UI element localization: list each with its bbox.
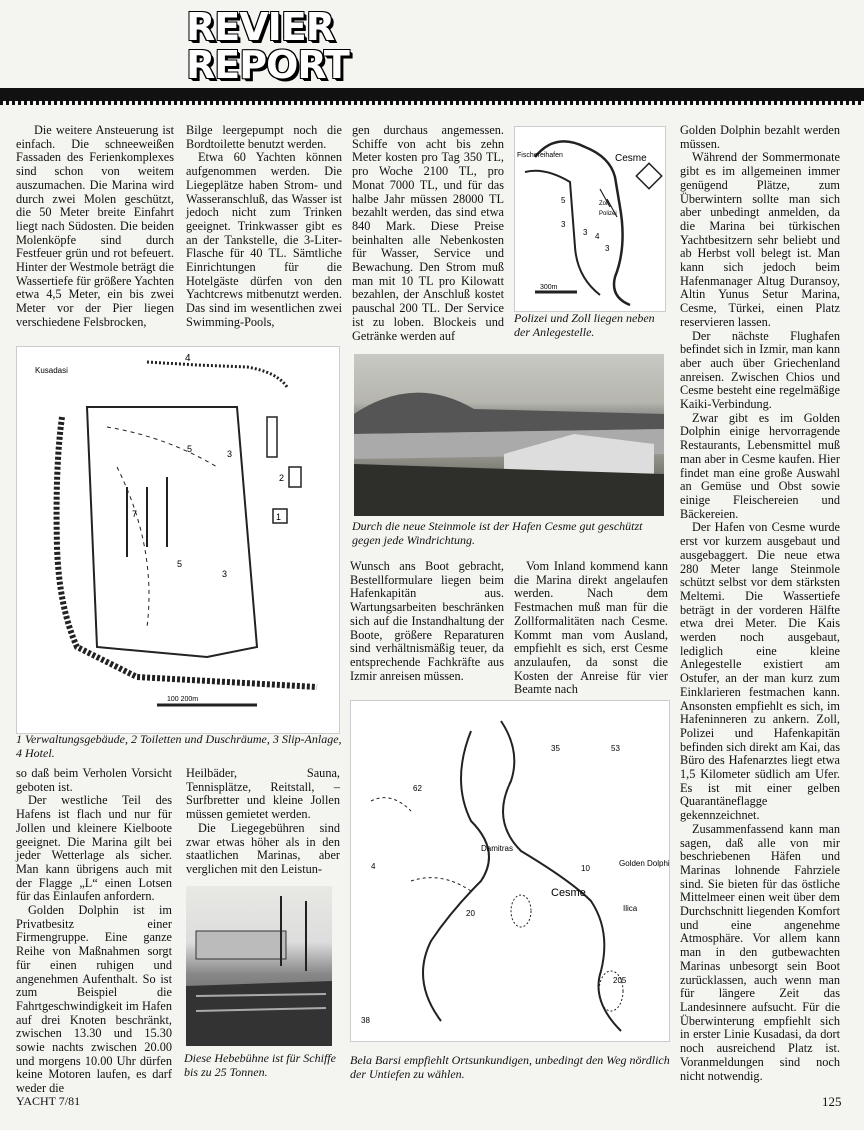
paragraph: Die Liegegebühren sind zwar etwas höher als in den staatlichen Marinas, aber verglichen mit den Leistun-	[186, 820, 340, 876]
masthead	[186, 5, 349, 87]
map-label-damitras: Damitras	[481, 844, 514, 853]
kusadasi-marina-map	[16, 346, 340, 734]
caption-kusadasi-map: 1 Verwaltungsgebäude, 2 Toiletten und Duschräume, 3 Slip-Anlage, 4 Hotel.	[16, 732, 342, 760]
masthead-line2: REPORT	[186, 43, 349, 87]
header-rule	[0, 88, 864, 102]
column-3-bottom	[350, 560, 504, 683]
map-label-golden-dolphin: Golden Dolphin	[619, 859, 669, 868]
map-label-scale: 300m	[540, 284, 558, 291]
map-depth: 10	[581, 864, 590, 873]
column-4-bottom	[514, 560, 668, 697]
map-label-ilica: Ilica	[623, 904, 638, 913]
map-depth: 4	[595, 232, 600, 241]
map-depth: 3	[605, 244, 610, 253]
map-depth: 38	[361, 1016, 370, 1025]
map-depth: 7	[132, 509, 138, 519]
cesme-bay-map	[350, 700, 670, 1042]
paragraph: Etwa 60 Yachten können aufgenommen werden. Die Liegeplätze haben Strom- und Wasseranschluß, das Wasser ist jedoch nicht zum Trinken geeignet. Trinkwasser gibt es an der Tankstelle, die 3-Liter-Flasche für 40 TL. Sämtliche Einrichtungen für die Hotelgäste dürfen von den Yachtcrews mitbenutzt werden. Das sind im wesentlichen zwei Swimming-Pools,	[186, 150, 342, 329]
map-label-cesme: Cesme	[615, 153, 647, 164]
cesme-harbor-map	[514, 126, 666, 312]
masthead-line1: REVIER	[186, 5, 334, 49]
map-label-polizei: Polizei	[599, 211, 617, 217]
map-label-kusadasi: Kusadasi	[35, 366, 68, 375]
footer-magazine: YACHT 7/81	[16, 1094, 81, 1108]
paragraph: Der nächste Flughafen befindet sich in Izmir, man kann aber auch über Griechenland anreisen. Zwischen Chios und Cesme besteht eine regelmäßige Kaiki-Verbindung.	[680, 328, 840, 412]
map-depth: 62	[413, 784, 422, 793]
map-depth: 3	[583, 228, 588, 237]
paragraph: Wunsch ans Boot gebracht, Bestellformulare liegen beim Hafenkapitän aus. Wartungsarbeiten beschränken sich auf die Instandhaltung der Boote, größere Reparaturen sind verhältnismäßig teuer, da entsprechende Fachkräfte aus Izmir anreisen müssen.	[350, 559, 504, 683]
photo-boat-lift	[186, 886, 332, 1046]
page-number: 125	[822, 1094, 842, 1109]
paragraph: Golden Dolphin ist im Privatbesitz einer Firmengruppe. Eine ganze Reihe von Maßnahmen sorgt für einen ruhigen und angenehmen Aufenthalt. So ist zum Beispiel die Fahrtgeschwindigkeit im Hafen auf drei Knoten beschränkt, zwischen 13.30 und 15.30 sowie nachts zwischen 20.00 und morgens 10.00 Uhr dürfen keine Motoren laufen, es darf weder die	[16, 903, 172, 1096]
caption-cesme-map: Polizei und Zoll liegen neben der Anlegestelle.	[514, 311, 655, 339]
map-depth: 3	[227, 449, 233, 459]
map-depth: 5	[177, 559, 183, 569]
paragraph: Golden Dolphin bezahlt werden müssen.	[680, 123, 840, 151]
map-depth: 205	[613, 976, 627, 985]
map-depth: 20	[466, 909, 475, 918]
paragraph: Heilbäder, Sauna, Tennisplätze, Reitstall, – Surfbretter und kleine Jollen müssen gemietet werden.	[186, 766, 340, 822]
paragraph: Die weitere Ansteuerung ist einfach. Die schneeweißen Fassaden des Ferienkomplexes sind schon von weitem auszumachen. Die Marina wird durch zwei Molen geschützt, die 50 Meter breite Einfahrt liegt nach Südosten. Die beiden Molenköpfe sind durch Festfeuer grün und rot befeuert. Hinter der Westmole beträgt die Wassertiefe für größere Yachten etwa 4,5 Meter, ein bis zwei Meter vor der Pier liegen verschiedene Felsbrocken,	[16, 123, 174, 329]
paragraph: Bilge leergepumpt noch die Bordtoilette benutzt werden.	[186, 123, 342, 151]
column-2-top	[186, 124, 342, 330]
paragraph: Zwar gibt es im Golden Dolphin einige hervorragende Restaurants, Lebensmittel muß man aber in Cesme kaufen. Hier findet man eine große Auswahl an Gemüse und Obst sowie einige Fleischereien und Bäckereien.	[680, 410, 840, 521]
paragraph: so daß beim Verholen Vorsicht geboten ist.	[16, 766, 172, 794]
paragraph: Vom Inland kommend kann die Marina direkt angelaufen werden. Nach dem Festmachen muß man für die Zollformalitäten nach Cesme. Kommt man vom Ausland, empfiehlt es sich, erst Cesme anzulaufen, da sonst die Kosten der Anreise für vier Beamte nach	[514, 559, 668, 697]
caption-boat-lift: Diese Hebebühne ist für Schiffe bis zu 25 Tonnen.	[184, 1051, 336, 1079]
caption-harbor-photo: Durch die neue Steinmole ist der Hafen Cesme gut geschützt gegen jede Windrichtung.	[352, 519, 643, 547]
header-rule-fringe	[0, 101, 864, 105]
paragraph: Zusammenfassend kann man sagen, daß alle von mir beschriebenen Häfen und Marinas lohnende Fahrziele sind. Sie bieten für das östliche Mittelmeer einen weit über dem Durchschnitt liegenden Komfort und eine angenehme Atmosphäre. Vor allem kann man in den gutbewachten Marinas unbesorgt sein Boot zurücklassen, auch wenn man für längere Zeit das Landesinnere aufsucht. Für die Überwinterung empfiehlt sich in erster Linie Kusadasi, da dort noch ausreichend Platz ist. Voranmeldungen sind noch nicht notwendig.	[680, 821, 840, 1083]
map-depth: 35	[551, 744, 560, 753]
map-depth: 2	[279, 473, 285, 483]
map-depth: 3	[222, 569, 228, 579]
map-depth: 53	[611, 744, 620, 753]
map-label-fischereihafen: Fischereihafen	[517, 152, 563, 159]
map-label-zoll: Zoll	[599, 201, 609, 207]
paragraph: gen durchaus angemessen. Schiffe von acht bis zehn Meter kosten pro Tag 350 TL, pro Woche 2100 TL, pro Monat 7000 TL, und für das halbe Jahr müssen 28000 TL bezahlt werden, das sind etwa 840 Mark. Diese Preise beinhalten alle Nebenkosten für Wasser, Service und Bewachung. Den Strom muß man mit 10 TL pro Kilowatt bezahlen, der Anschluß kostet pauschal 200 TL. Der Service ist zu loben. Blockeis und Getränke werden auf	[352, 123, 504, 343]
map-depth: 3	[561, 220, 566, 229]
column-1-bottom	[16, 767, 172, 1096]
paragraph: Der Hafen von Cesme wurde erst vor kurzem ausgebaut und ausgebaggert. Die neue etwa 280 Meter lange Steinmole schützt selbst vor dem stärksten Meltemi. Die Wassertiefe beträgt in der vorderen Hälfte etwa drei Meter. Die Kais werden noch ausgebaut, lediglich eine kleine Anlegestelle existiert am Ostufer, an der man kurz zum Einklarieren festmachen kann. Ansonsten empfiehlt es sich, im Hafeninneren zu ankern. Zoll, Polizei und Hafenkapitän befinden sich direkt am Kai, das Büro des Hafenarztes liegt etwa 1,5 Kilometer südlich am Ufer. Es ist mit einer gelben Quarantäneflagge gekennzeichnet.	[680, 520, 840, 823]
paragraph: Der westliche Teil des Hafens ist flach und nur für Jollen und kleinere Kielboote geeignet. Die Marina gilt bei jeder Wetterlage als sicher. Man kann übrigens auch mit der Flagge „L“ einen Lotsen für das Einlaufen anfordern.	[16, 793, 172, 904]
caption-bay-map: Bela Barsi empfiehlt Ortsunkundigen, unbedingt den Weg nördlich der Untiefen zu wählen.	[350, 1053, 670, 1081]
column-1-top	[16, 124, 174, 330]
photo-cesme-harbor	[354, 354, 664, 516]
map-depth: 1	[276, 512, 282, 522]
map-depth: 4	[185, 353, 191, 364]
map-label-scale: 100 200m	[167, 696, 199, 703]
column-2-bottom	[186, 767, 340, 877]
map-depth: 5	[561, 196, 566, 205]
map-label-cesme-town: Cesme	[551, 887, 586, 899]
map-depth: 5	[187, 444, 193, 454]
map-depth: 4	[371, 862, 376, 871]
paragraph: Während der Sommermonate gibt es im allgemeinen immer genügend Plätze, zum Überwintern sollte man sich aber unbedingt anmelden, da die Marina bei türkischen Yachtbesitzern sehr beliebt und ab Herbst voll belegt ist. Man kann sich jedoch beim Hafenmanager Altug Duransoy, Altin Yunus Setur Marina, Cesme, Türkei, einen Platz reservieren lassen.	[680, 150, 840, 329]
column-5	[680, 124, 840, 1083]
column-3-top	[352, 124, 504, 343]
